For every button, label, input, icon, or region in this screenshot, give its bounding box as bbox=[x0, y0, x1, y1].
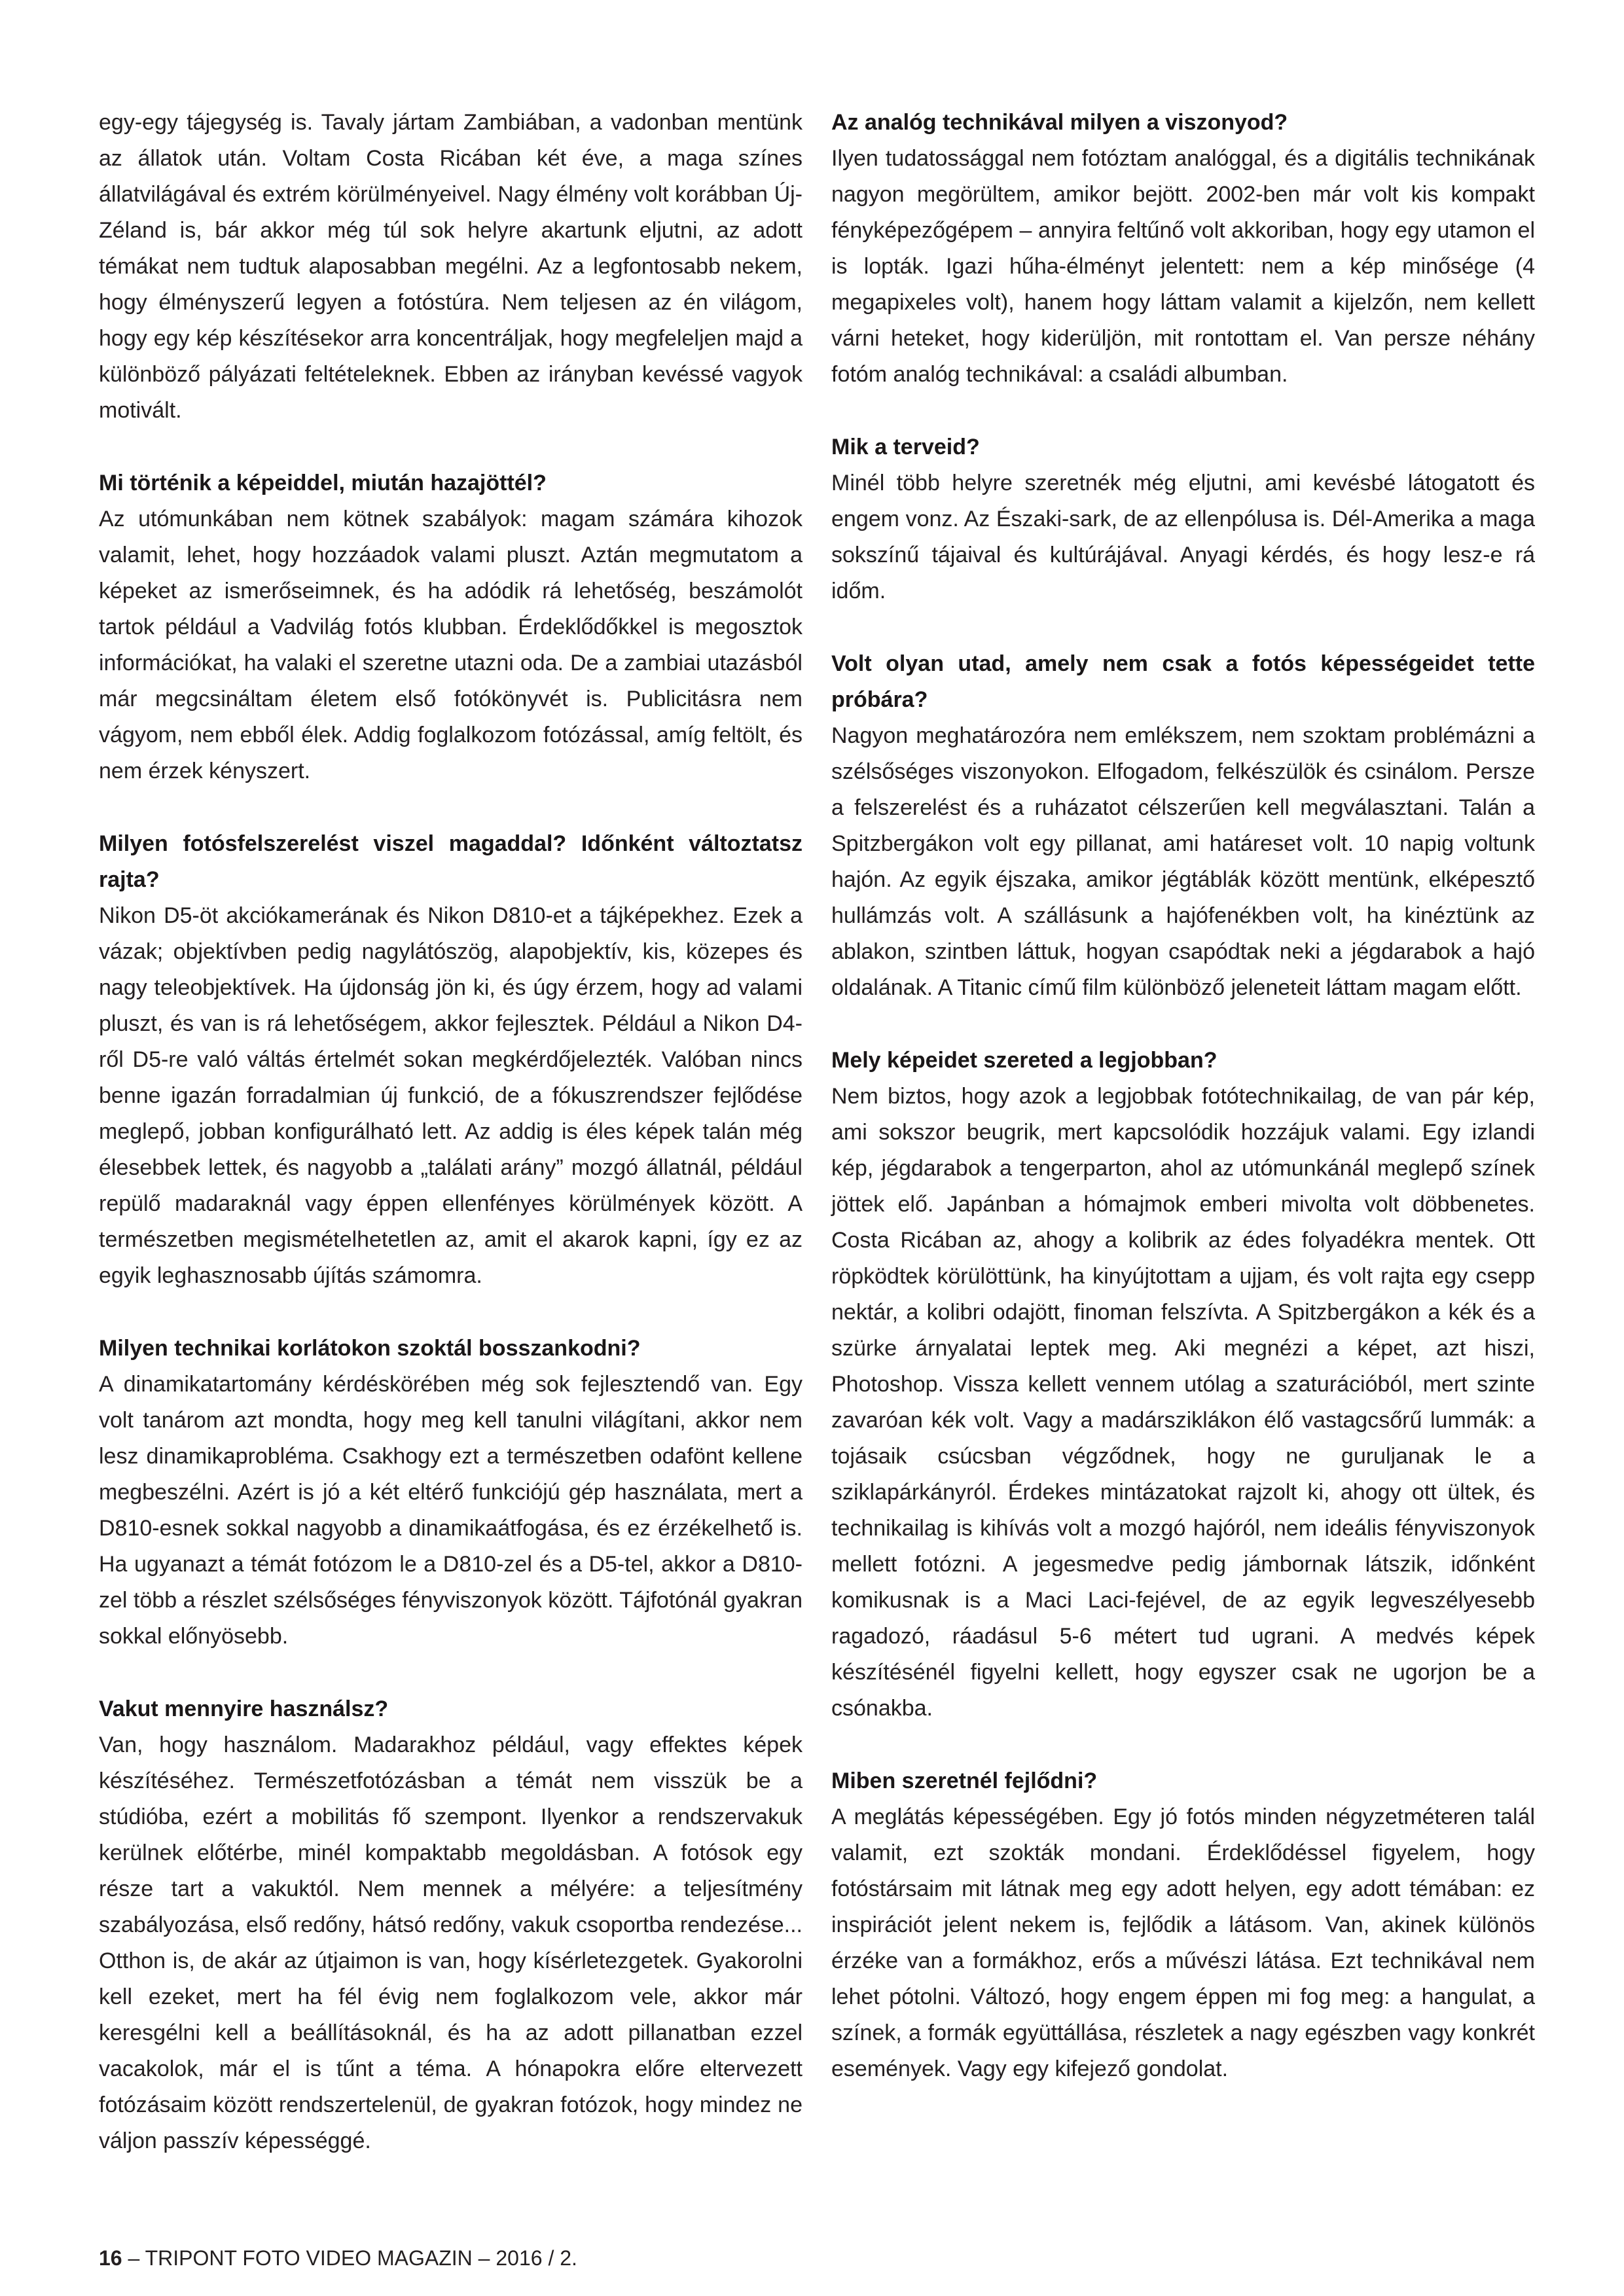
question-heading: Miben szeretnél fejlődni? bbox=[831, 1768, 1098, 1793]
intro-block bbox=[99, 105, 803, 429]
qa-block bbox=[99, 826, 803, 1294]
right-column bbox=[831, 105, 1535, 2124]
qa-block bbox=[99, 1691, 803, 2159]
question-heading: Mi történik a képeiddel, miután hazajöttél? bbox=[99, 471, 547, 495]
qa-block bbox=[831, 646, 1535, 1006]
footer-text: – TRIPONT FOTO VIDEO MAGAZIN – 2016 / 2. bbox=[122, 2246, 577, 2270]
answer-paragraph: Nikon D5-öt akciókamerának és Nikon D810-et a tájképekhez. Ezek a vázak; objektívben pedig nagylátószög, alapobjektív, kis, közepes és nagy teleobjektívek. Ha újdonság jön ki, és úgy érzem, hogy ad valami pluszt, és van is rá lehetőségem, akkor fejlesztek. Például a Nikon D4-ről D5-re való váltás értelmét sokan megkérdőjelezték. Valóban nincs benne igazán forradalmian új funkció, de a fókuszrendszer fejlődése meglepő, jobban konfigurálható lett. Az addig is éles képek talán még élesebbek lettek, és nagyobb a „találati arány” mozgó állatnál, például repülő madaraknál vagy éppen ellenfényes körülmények között. A természetben megismételhetetlen az, amit el akarok kapni, így ez az egyik leghasznosabb újítás számomra. bbox=[99, 903, 803, 1288]
answer-paragraph: Nagyon meghatározóra nem emlékszem, nem szoktam problémázni a szélsőséges viszonyokon. Elfogadom, felkészülök és csinálom. Persze a felszerelést és a ruházatot célszerűen kell megválasztani. Talán a Spitzbergákon volt egy pillanat, ami határeset volt. 10 napig voltunk hajón. Az egyik éjszaka, amikor jégtáblák között mentünk, elképesztő hullámzás volt. A szállásunk a hajófenékben volt, ha kinéztünk az ablakon, szintben láttuk, hogyan csapódtak neki a jégdarabok a hajó oldalának. A Titanic című film különböző jeleneteit láttam magam előtt. bbox=[831, 723, 1535, 1000]
answer-paragraph: Az utómunkában nem kötnek szabályok: magam számára kihozok valamit, lehet, hogy hozzáadok valami pluszt. Aztán megmutatom a képeket az ismerőseimnek, és ha adódik rá lehetőség, beszámolót tartok például a Vadvilág fotós klubban. Érdeklődőkkel is megosztok információkat, ha valaki el szeretne utazni oda. De a zambiai utazásból már megcsináltam életem első fotókönyvét is. Publicitásra nem vágyom, nem ebből élek. Addig foglalkozom fotózással, amíg feltölt, és nem érzek kényszert. bbox=[99, 507, 803, 783]
answer-paragraph: A dinamikatartomány kérdéskörében még sok fejlesztendő van. Egy volt tanárom azt mondta, hogy meg kell tanulni világítani, akkor nem lesz dinamikaprobléma. Csakhogy ezt a természetben odafönt kellene megbeszélni. Azért is jó a két eltérő funkciójú gép használata, mert a D810-esnek sokkal nagyobb a dinamikaátfogása, és ez érzékelhető is. Ha ugyanazt a témát fotózom le a D810-zel és a D5-tel, akkor a D810-zel több a részlet szélsőséges fényviszonyok között. Tájfotónál gyakran sokkal előnyösebb. bbox=[99, 1372, 803, 1649]
answer-paragraph: Nem biztos, hogy azok a legjobbak fotótechnikailag, de van pár kép, ami sokszor beugrik, mert kapcsolódik hozzájuk valami. Egy izlandi kép, jégdarabok a tengerparton, ahol az utómunkánál meglepő színek jöttek elő. Japánban a hómajmok emberi mivolta volt döbbenetes. Costa Ricában az, ahogy a kolibrik az édes folyadékra mentek. Ott röpködtek körülöttünk, ha kinyújtottam a ujjam, és volt rajta egy csepp nektár, a kolibri odajött, finoman felszívta. A Spitzbergákon a kék és a szürke árnyalatai leptek meg. Aki megnézi a képet, azt hiszi, Photoshop. Vissza kellett vennem utólag a szaturációból, mert szinte zavaróan kék volt. Vagy a madársziklákon élő vastagcsőrű lummák: a tojásaik csúcsban végződnek, hogy ne guruljanak le a sziklapárkányról. Érdekes mintázatokat rajzolt ki, ahogy ott ültek, és technikailag is kihívás volt a mozgó hajóról, nem ideális fényviszonyok mellett fotózni. A jegesmedve pedig jámbornak látszik, időnként komikusnak is a Maci Laci-fejével, de az egyik legveszélyesebb ragadozó, ráadásul 5-6 métert tud ugrani. A medvés képek készítésénél figyelni kellett, hogy egyszer csak ne ugorjon be a csónakba. bbox=[831, 1084, 1535, 1721]
answer-paragraph: Van, hogy használom. Madarakhoz például, vagy effektes képek készítéséhez. Természetfotózásban a témát nem visszük be a stúdióba, ezért a mobilitás fő szempont. Ilyenkor a rendszervakuk kerülnek előtérbe, minél kompaktabb megoldásban. A fotósok egy része tart a vakuktól. Nem mennek a mélyére: a teljesítmény szabályozása, első redőny, hátsó redőny, vakuk csoportba rendezése... Otthon is, de akár az útjaimon is van, hogy kísérletezgetek. Gyakorolni kell ezeket, mert ha fél évig nem foglalkozom vele, akkor már keresgélni kell a beállításoknál, és ha az adott pillanatban ezzel vacakolok, már el is tűnt a téma. A hónapokra előre eltervezett fotózásaim között rendszertelenül, de gyakran fotózok, hogy mindez ne váljon passzív képességgé. bbox=[99, 1732, 803, 2153]
qa-block bbox=[831, 1043, 1535, 1727]
question-heading: Vakut mennyire használsz? bbox=[99, 1696, 389, 1721]
qa-block bbox=[831, 429, 1535, 609]
qa-block bbox=[99, 1331, 803, 1655]
question-heading: Az analóg technikával milyen a viszonyod? bbox=[831, 110, 1288, 135]
page-number: 16 bbox=[99, 2246, 122, 2270]
qa-block bbox=[831, 1763, 1535, 2087]
question-heading: Milyen technikai korlátokon szoktál bosszankodni? bbox=[99, 1336, 641, 1361]
intro-paragraph: egy-egy tájegység is. Tavaly jártam Zambiában, a vadonban mentünk az állatok után. Voltam Costa Ricában két éve, a maga színes állatvilágával és extrém körülményeivel. Nagy élmény volt korábban Új-Zéland is, bár akkor még túl sok helyre akartunk eljutni, az adott témákat nem tudtuk alaposabban megélni. Az a legfontosabb nekem, hogy élményszerű legyen a fotóstúra. Nem teljesen az én világom, hogy egy kép készítésekor arra koncentráljak, hogy megfeleljen majd a különböző pályázati feltételeknek. Ebben az irányban kevéssé vagyok motivált. bbox=[99, 110, 803, 423]
question-heading: Mely képeidet szereted a legjobban? bbox=[831, 1048, 1218, 1073]
qa-block bbox=[99, 465, 803, 789]
answer-paragraph: A meglátás képességében. Egy jó fotós minden négyzetméteren talál valamit, ezt szokták mondani. Érdeklődéssel figyelem, hogy fotóstársaim mit látnak meg egy adott helyen, egy adott témában: ez inspirációt jelent nekem is, fejlődik a látásom. Van, akinek különös érzéke van a formákhoz, erős a művészi látása. Ezt technikával nem lehet pótolni. Változó, hogy engem éppen mi fog meg: a hangulat, a színek, a formák együttállása, részletek a nagy egészben vagy konkrét események. Vagy egy kifejező gondolat. bbox=[831, 1804, 1535, 2081]
page-footer bbox=[99, 2244, 577, 2272]
left-column bbox=[99, 105, 803, 2196]
question-heading: Milyen fotósfelszerelést viszel magaddal? Időnként változtatsz rajta? bbox=[99, 831, 803, 892]
question-heading: Mik a terveid? bbox=[831, 435, 980, 459]
qa-block bbox=[831, 105, 1535, 393]
question-heading: Volt olyan utad, amely nem csak a fotós képességeidet tette próbára? bbox=[831, 651, 1535, 712]
answer-paragraph: Minél több helyre szeretnék még eljutni, ami kevésbé látogatott és engem vonz. Az Északi-sark, de az ellenpólusa is. Dél-Amerika a maga sokszínű tájaival és kultúrájával. Anyagi kérdés, és hogy lesz-e rá időm. bbox=[831, 471, 1535, 603]
answer-paragraph: Ilyen tudatossággal nem fotóztam analóggal, és a digitális technikának nagyon megörültem, amikor bejött. 2002-ben már volt kis kompakt fényképezőgépem – annyira feltűnő volt akkoriban, hogy egy utamon el is lopták. Igazi hűha-élményt jelentett: nem a kép minősége (4 megapixeles volt), hanem hogy láttam valamit a kijelzőn, nem kellett várni heteket, hogy kiderüljön, mit rontottam el. Van persze néhány fotóm analóg technikával: a családi albumban. bbox=[831, 146, 1535, 387]
